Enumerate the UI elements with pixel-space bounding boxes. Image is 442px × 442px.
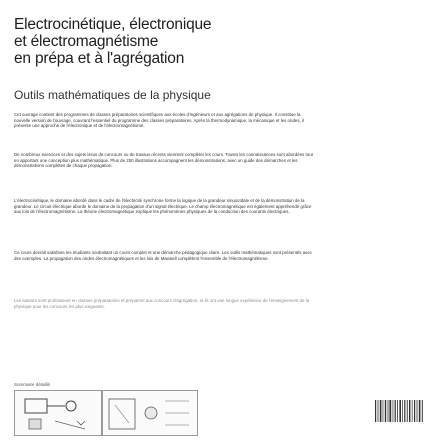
- book-title: [14, 16, 314, 67]
- field-figure: [102, 390, 198, 436]
- description-paragraph-4: Ce cours devrait satisfaire les étudiants souhaitant un cours complet et une démarche pédagogique claire. Les outils mathématiques sont présentés avec des exemples. La propagation des ondes électromagnétiques et les lois de Maxwell complètent l'ensemble de l'électromagnétisme.: [14, 250, 313, 261]
- description-paragraph-1: Cet ouvrage contient des programmes de classes préparatoires scientifiques aux écoles d'ingénieurs et aux agrégations de physique. Il constitue la nouvelle version de l'ouvrage, couvrant l'essentiel du programme des classes préparatoires. Après la thermodynamique, la mécanique et les ondes, il présente une approche de l'électronique et de l'électromagnétisme.: [14, 112, 304, 129]
- title-line-3: en prépa et à l'agrégation: [14, 50, 185, 67]
- title-line-2: et électromagnétisme: [14, 33, 159, 50]
- description-paragraph-2: De nombreux exercices et des sujets issus de concours ou de travaux récents viennent compléter les cours. Toutes les connaissances sont abordées tout en apportant une conception plus mathématique. Plus de 250 illustrations accompagnent les démonstrations, avec un guide des démarches et les démonstrations complètes de chaque propagation.: [14, 152, 313, 169]
- description-paragraph-5: Les auteurs sont professeurs en classes préparatoires et préparent aux concours d'agrégation, et ils ont une longue expérience de l'enseignement de la physique pour les concours les plus exigeants.: [14, 298, 310, 309]
- toc-label: Sommaire détaillé: [14, 382, 51, 387]
- title-line-1: Electrocinétique, électronique: [14, 16, 212, 33]
- circuit-figure: [14, 390, 102, 436]
- book-subtitle: Outils mathématiques de la physique: [14, 88, 211, 102]
- barcode-icon: [375, 400, 425, 424]
- description-paragraph-3: L'électrocinétique, le domaine abordé dans le cadre de l'électricité synchrone forme la logique de la grandeur sinusoïdale et de la démonstration de la grandeur. Le circuit électrique aborde le domaine de la propagation d'un signal électrique. Le champ électromagnétique est également appréhendé grâce aux lois de l'électromagnétisme. La théorie électromagnétique explique les phénomènes physiques de la conduction des courants électriques.: [14, 198, 312, 215]
